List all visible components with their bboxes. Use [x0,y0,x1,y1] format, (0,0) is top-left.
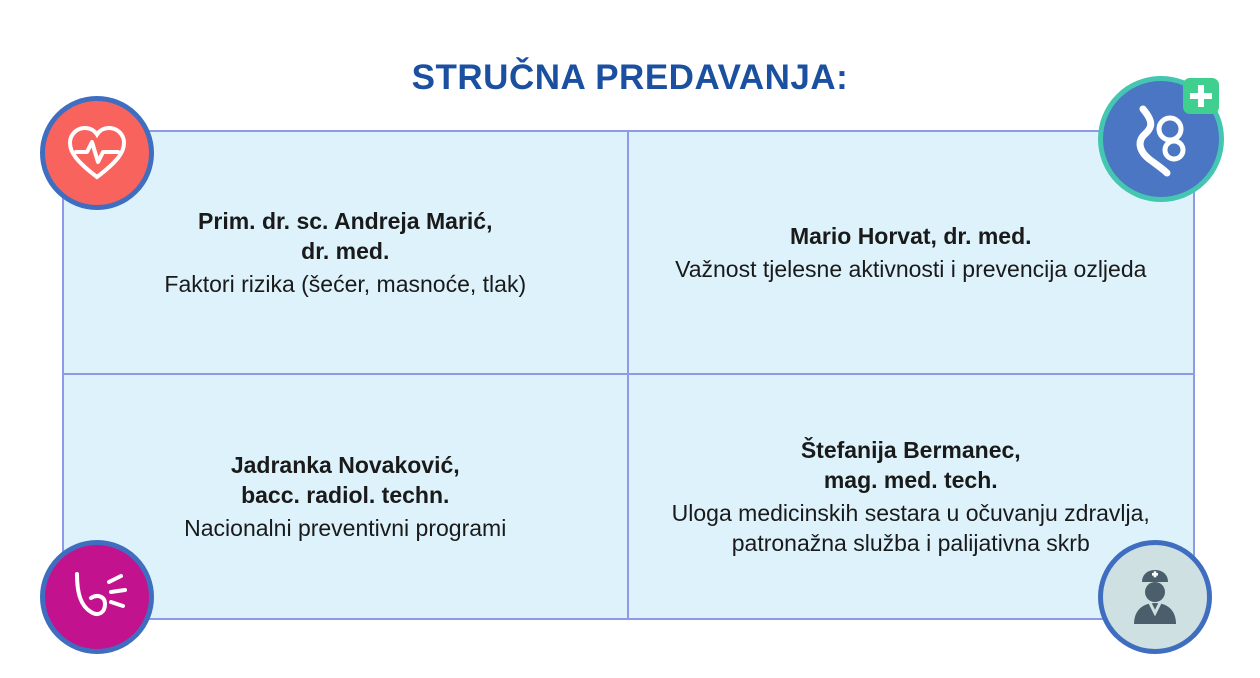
lecture-topic: Faktori rizika (šećer, masnoće, tlak) [164,270,527,297]
lecturer-name [198,206,492,267]
lecturer-name-line-1: Mario Horvat, dr. med. [789,223,1032,250]
lecturer-name [801,435,1021,496]
lecture-topic: Važnost tjelesne aktivnosti i prevencija ozljeda [675,255,1147,282]
lecturer-name-line-2: dr. med. [301,238,390,265]
medical-plus-icon [1183,78,1219,114]
lecturer-name-line-1: Prim. dr. sc. Andreja Marić, [198,207,493,234]
lecture-topic: Nacionalni preventivni programi [184,514,507,541]
lecturer-name-line-2: mag. med. tech. [823,467,998,494]
lecturer-name [790,221,1032,251]
page-title: STRUČNA PREDAVANJA: [411,58,849,97]
lectures-grid [62,130,1195,620]
lecture-topic: Uloga medicinskih sestara u očuvanju zdravlja, patronažna služba i palijativna skrb [671,499,1150,556]
lecturer-name [231,450,460,511]
mammography-icon [40,540,154,654]
nurse-icon [1098,540,1212,654]
lecturer-name-line-1: Štefanija Bermanec, [800,436,1021,463]
lecturer-name-line-1: Jadranka Novaković, [230,451,460,478]
lecturer-name-line-2: bacc. radiol. techn. [241,482,450,509]
heart-pulse-icon [40,96,154,210]
